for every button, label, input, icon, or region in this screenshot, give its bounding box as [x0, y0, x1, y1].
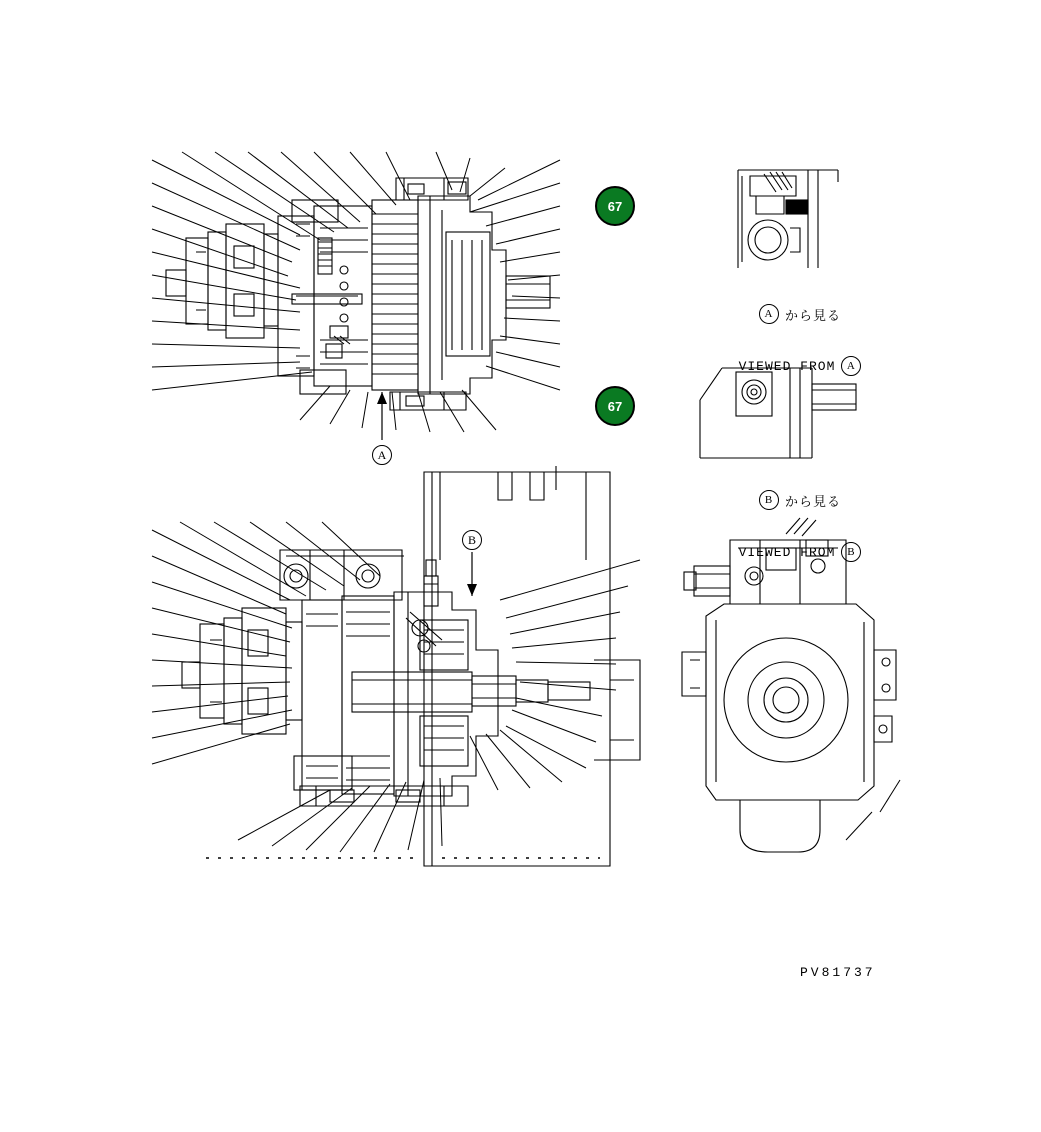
view-b-label	[700, 460, 900, 592]
section-marker-a: A	[372, 445, 392, 465]
view-a-marker-en: A	[841, 356, 861, 376]
view-a-marker-jp: A	[759, 304, 779, 324]
view-a-label-jp: から見る	[784, 308, 841, 324]
view-a-label	[700, 274, 900, 406]
drawing-code: PV81737	[800, 965, 876, 980]
callout-67-lower[interactable]: 67	[595, 386, 635, 426]
view-b-marker-jp: B	[759, 490, 779, 510]
section-marker-b: B	[462, 530, 482, 550]
view-b-label-jp: から見る	[784, 494, 841, 510]
callout-67-upper[interactable]: 67	[595, 186, 635, 226]
view-b-label-en: VIEWED FROM	[738, 544, 836, 560]
view-a-label-en: VIEWED FROM	[738, 358, 836, 374]
view-b-marker-en: B	[841, 542, 861, 562]
